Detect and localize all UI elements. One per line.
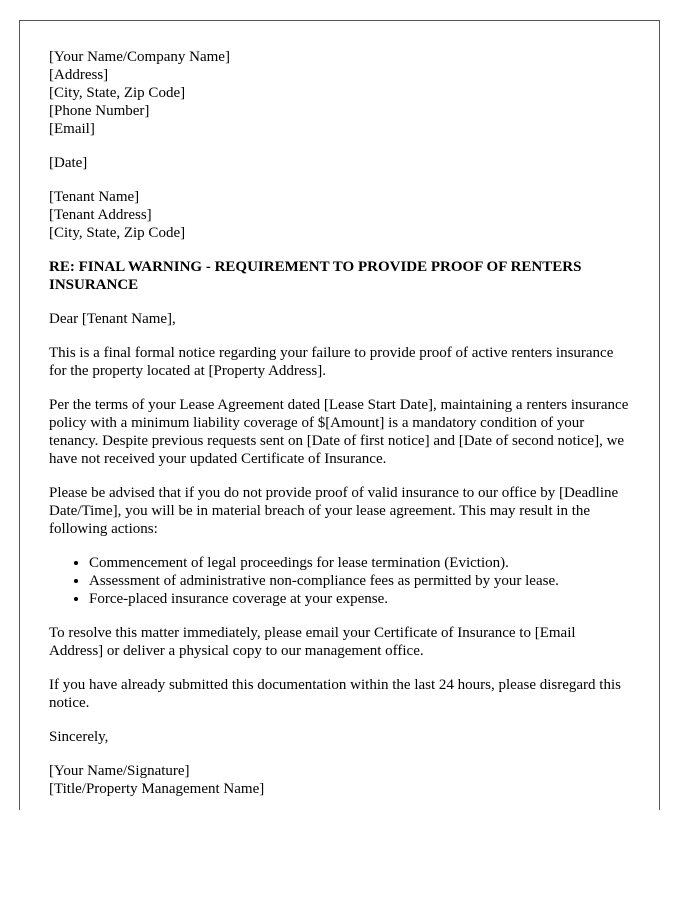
paragraph-lease-terms: Per the terms of your Lease Agreement dated [Lease Start Date], maintaining a renters insurance policy with a minimum liability coverage of $[Amount] is a mandatory condition of your tenancy. Despite previous requests sent on [Date of first notice] and [Date of second notice], we have not received your updated Certificate of Insurance. (49, 397, 629, 467)
signature-name: [Your Name/Signature] (49, 763, 190, 779)
paragraph-disregard: If you have already submitted this documentation within the last 24 hours, please disregard this notice. (49, 677, 621, 711)
recipient-city-state-zip: [City, State, Zip Code] (49, 225, 186, 241)
actions-list (49, 554, 629, 608)
date-block (49, 154, 629, 172)
letter-date: [Date] (49, 155, 88, 171)
paragraph-warning: Please be advised that if you do not provide proof of valid insurance to our office by [Deadline Date/Time], you will be in material breach of your lease agreement. This may result in the following actions: (49, 485, 619, 537)
sender-name: [Your Name/Company Name] (49, 49, 230, 65)
sender-email: [Email] (49, 121, 95, 137)
letter-content (49, 48, 629, 810)
paragraph-resolution: To resolve this matter immediately, please email your Certificate of Insurance to [Email Address] or deliver a physical copy to our management office. (49, 625, 576, 659)
signature-block (49, 762, 629, 798)
list-item: • Commencement of legal proceedings for lease termination (Eviction). (89, 554, 629, 572)
letter-page (19, 20, 660, 810)
salutation: Dear [Tenant Name], (49, 311, 176, 327)
list-item: • Force-placed insurance coverage at your expense. (89, 590, 629, 608)
paragraph-notice: This is a final formal notice regarding your failure to provide proof of active renters insurance for the property located at [Property Address]. (49, 345, 614, 379)
signature-title: [Title/Property Management Name] (49, 781, 265, 797)
recipient-name: [Tenant Name] (49, 189, 140, 205)
recipient-address: [Tenant Address] (49, 207, 152, 223)
sender-city-state-zip: [City, State, Zip Code] (49, 85, 186, 101)
sender-address: [Address] (49, 67, 109, 83)
subject-line: RE: FINAL WARNING - REQUIREMENT TO PROVIDE PROOF OF RENTERS INSURANCE (49, 259, 582, 293)
sender-phone: [Phone Number] (49, 103, 150, 119)
sender-block (49, 48, 629, 138)
closing: Sincerely, (49, 729, 109, 745)
list-item: • Assessment of administrative non-compliance fees as permitted by your lease. (89, 572, 629, 590)
recipient-block (49, 188, 629, 242)
